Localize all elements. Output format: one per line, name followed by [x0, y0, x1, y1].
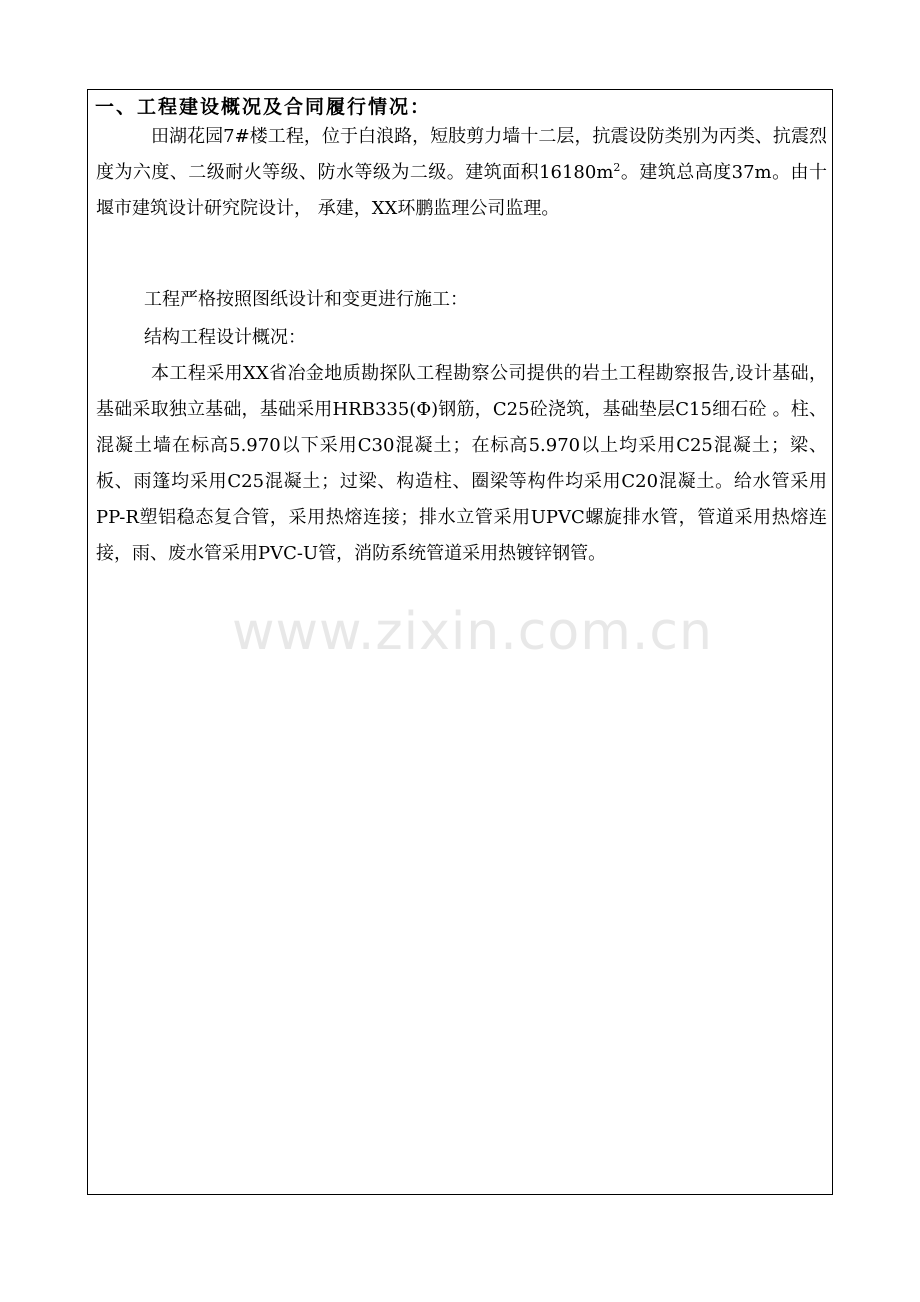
overview-text-continued: 。建筑总高度37m。由十堰市建筑设计研究院设计， 承建，XX环鹏监理公司监理。: [96, 162, 827, 219]
watermark: www.zixin.com.cn: [232, 602, 713, 662]
project-overview-paragraph: [96, 119, 827, 227]
overview-text: 田湖花园7#楼工程，位于白浪路，短肢剪力墙十二层，抗震设防类别为丙类、抗震烈度为六度、二级耐火等级、防水等级为二级。建筑面积16180m: [96, 126, 827, 183]
area-unit-superscript: 2: [613, 161, 621, 174]
structural-design-heading: 结构工程设计概况：: [144, 327, 306, 348]
section-heading: 一、工程建设概况及合同履行情况：: [95, 96, 432, 118]
structural-design-paragraph: 本工程采用XX省冶金地质勘探队工程勘察公司提供的岩土工程勘察报告,设计基础，基础采取独立基础，基础采用HRB335(Φ)钢筋，C25砼浇筑，基础垫层C15细石砼 。柱、混凝土墙在标高5.970以下采用C30混凝土；在标高5.970以上均采用C25混凝土；梁、板、雨篷均采用C25混凝土；过梁、构造柱、圈梁等构件均采用C20混凝土。给水管采用PP-R塑铝稳态复合管，采用热熔连接；排水立管采用UPVC螺旋排水管，管道采用热熔连接，雨、废水管采用PVC-U管，消防系统管道采用热镀锌钢管。: [96, 363, 827, 564]
construction-compliance-paragraph: 工程严格按照图纸设计和变更进行施工：: [144, 289, 468, 310]
